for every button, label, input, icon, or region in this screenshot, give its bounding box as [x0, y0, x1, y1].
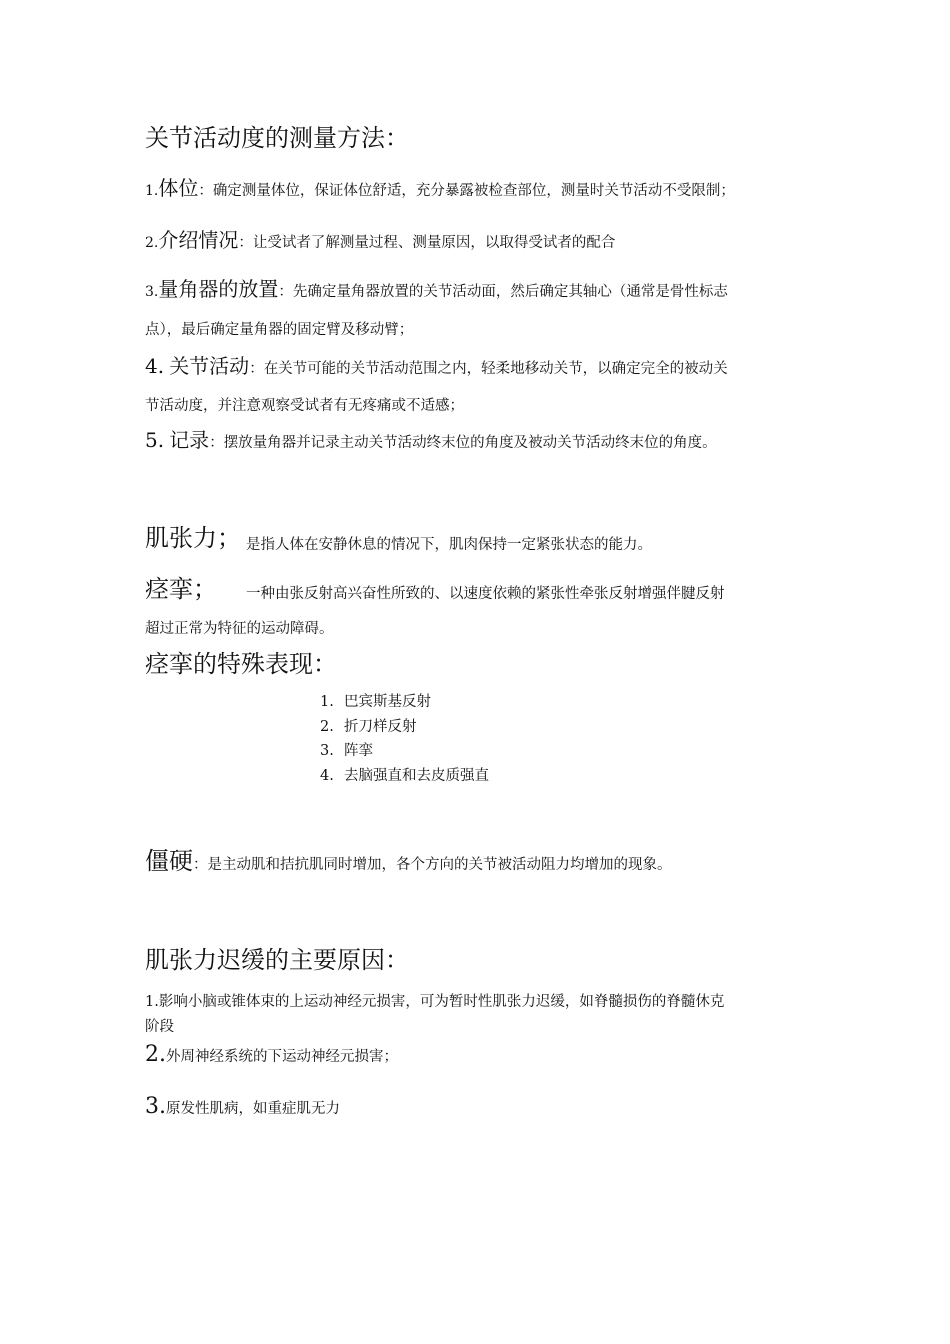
- hypotonia-title: 肌张力迟缓的主要原因：: [145, 946, 409, 974]
- hypotonia-item-3-num: 3.: [145, 1094, 166, 1119]
- spasm-definition: 一种由张反射高兴奋性所致的、以速度依赖的紧张性牵张反射增强伴腱反射: [246, 586, 725, 602]
- list-item: 3. 阵挛: [320, 743, 373, 759]
- rom-title: 关节活动度的测量方法：: [145, 124, 409, 152]
- tone-definition: 是指人体在安静休息的情况下，肌肉保持一定紧张状态的能力。: [246, 537, 652, 553]
- hypotonia-item-1: 1.影响小脑或锥体束的上运动神经元损害，可为暂时性肌张力迟缓，如脊髓损伤的脊髓休克: [145, 994, 725, 1010]
- list-item: 1. 巴宾斯基反射: [320, 694, 431, 710]
- rom-item-4: [145, 350, 728, 379]
- rom-item-3: [145, 273, 728, 302]
- spasm-term: 痉挛；: [145, 575, 217, 603]
- rom-item-2-text: 让受试者了解测量过程、测量原因，以取得受试者的配合: [252, 235, 616, 251]
- rom-item-4-heading: 关节活动: [169, 354, 250, 378]
- rom-item-5-text: 摆放量角器并记录主动关节活动终末位的角度及被动关节活动终末位的角度。: [223, 435, 717, 451]
- rom-item-1-text: 确定测量体位，保证体位舒适，充分暴露被检查部位，测量时关节活动不受限制；: [212, 183, 735, 199]
- tone-term: 肌张力；: [145, 524, 241, 552]
- rom-item-4-num: 4.: [145, 354, 165, 378]
- rom-item-3-sep: ：: [278, 284, 293, 300]
- rigidity-sep: ：: [193, 857, 208, 873]
- spasm-signs-title: 痉挛的特殊表现：: [145, 650, 337, 678]
- hypotonia-item-1-cont: 阶段: [145, 1019, 174, 1035]
- rom-item-1-num: 1.: [145, 183, 159, 199]
- hypotonia-item-2: [145, 1042, 398, 1067]
- rom-item-3-text: 先确定量角器放置的关节活动面，然后确定其轴心（通常是骨性标志: [292, 284, 728, 300]
- rom-item-5-num: 5.: [145, 428, 165, 452]
- rigidity: [145, 841, 672, 876]
- rom-item-3-cont: 点），最后确定量角器的固定臂及移动臂；: [145, 322, 414, 338]
- rom-item-2: [145, 224, 615, 253]
- spasm-definition-cont: 超过正常为特征的运动障碍。: [145, 621, 334, 637]
- rom-item-1: [145, 172, 735, 201]
- rom-item-4-text: 在关节可能的关节活动范围之内，轻柔地移动关节，以确定完全的被动关: [263, 361, 728, 377]
- rom-item-1-sep: ：: [198, 183, 213, 199]
- rom-item-4-cont: 节活动度，并注意观察受试者有无疼痛或不适感；: [145, 398, 464, 414]
- spasm-signs-list: [320, 690, 489, 788]
- rigidity-term: 僵硬: [145, 847, 193, 875]
- rom-item-4-sep: ：: [249, 361, 264, 377]
- hypotonia-item-3-text: 原发性肌病，如重症肌无力: [166, 1101, 340, 1117]
- rom-item-1-heading: 体位: [158, 176, 199, 200]
- rigidity-definition: 是主动肌和拮抗肌同时增加，各个方向的关节被活动阻力均增加的现象。: [207, 857, 672, 873]
- rom-item-5-sep: ：: [209, 435, 224, 451]
- rom-item-3-heading: 量角器的放置: [158, 277, 279, 301]
- hypotonia-item-2-text: 外周神经系统的下运动神经元损害；: [166, 1049, 398, 1065]
- rom-item-5-heading: 记录: [169, 428, 210, 452]
- rom-item-2-num: 2.: [145, 235, 159, 251]
- hypotonia-item-3: [145, 1094, 340, 1119]
- hypotonia-item-2-num: 2.: [145, 1042, 166, 1067]
- rom-item-2-sep: ：: [238, 235, 253, 251]
- rom-item-5: [145, 424, 717, 453]
- list-item: 2. 折刀样反射: [320, 718, 417, 735]
- rom-item-2-heading: 介绍情况: [158, 228, 239, 252]
- list-item: 4. 去脑强直和去皮质强直: [320, 767, 489, 784]
- rom-item-3-num: 3.: [145, 284, 159, 300]
